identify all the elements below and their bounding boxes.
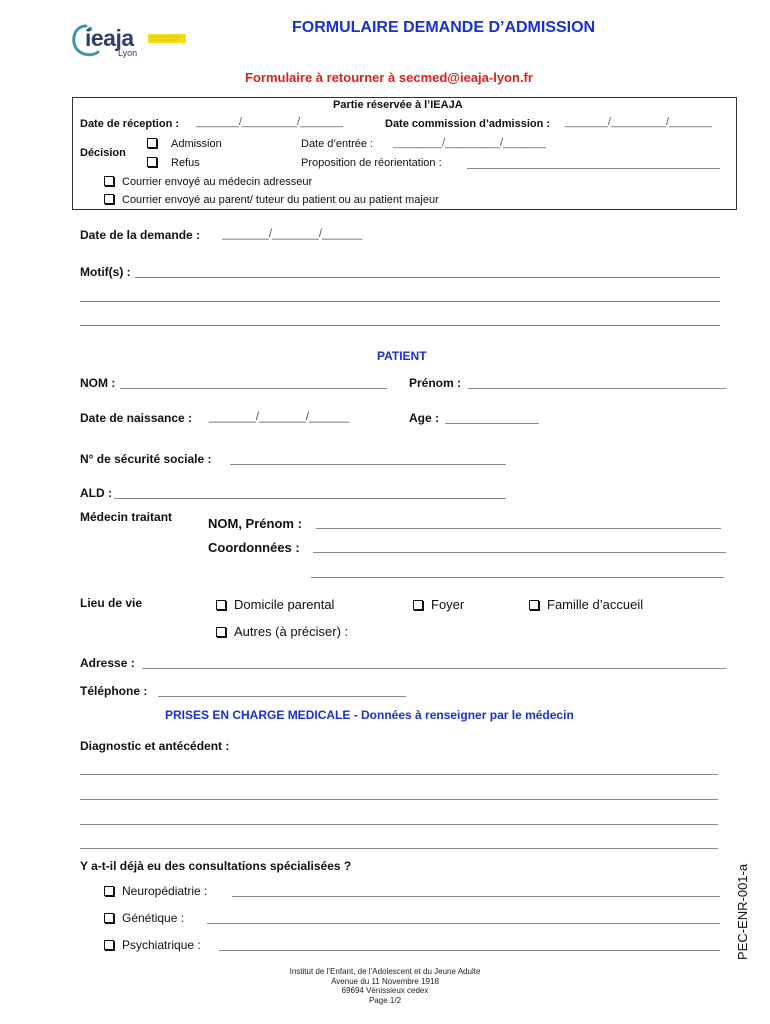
document-code: PEC-ENR-001-a — [735, 863, 750, 960]
foyer-label: Foyer — [431, 597, 465, 612]
diagnostic-label: Diagnostic et antécédent : — [80, 739, 230, 753]
diagnostic-line-3[interactable] — [80, 824, 718, 825]
domicile-label: Domicile parental — [234, 597, 335, 612]
phone-field[interactable] — [158, 696, 406, 697]
birth-date-label: Date de naissance : — [80, 411, 193, 425]
autres-option[interactable] — [216, 624, 348, 639]
age-field[interactable] — [445, 423, 539, 424]
prenom-label: Prénom : — [409, 376, 462, 390]
famille-label: Famille d’accueil — [547, 597, 644, 612]
reorientation-field[interactable] — [467, 168, 720, 169]
genet-field[interactable] — [207, 923, 720, 924]
decision-label: Décision — [80, 147, 126, 159]
diagnostic-line-4[interactable] — [80, 848, 718, 849]
autres-label: Autres (à préciser) : — [234, 624, 349, 639]
ald-label: ALD : — [80, 486, 112, 500]
genet-checkbox[interactable] — [104, 913, 114, 923]
page-title: FORMULAIRE DEMANDE D’ADMISSION — [292, 19, 596, 36]
doctor-contact-field-1[interactable] — [313, 552, 726, 553]
mail-parent-checkbox[interactable] — [104, 194, 114, 204]
entry-date-blank[interactable]: ________/_________/_______ — [393, 137, 546, 149]
genet-option[interactable] — [104, 911, 184, 925]
mail-parent-label: Courrier envoyé au parent/ tuteur du patient ou au patient majeur — [122, 194, 439, 206]
refus-checkbox[interactable] — [147, 157, 157, 167]
neuro-option[interactable] — [104, 884, 207, 898]
footer-page: Page 1/2 — [368, 995, 402, 1005]
motif-line-1[interactable] — [135, 277, 720, 278]
reception-date-label: Date de réception : — [80, 118, 180, 130]
psy-option[interactable] — [104, 938, 201, 952]
reorientation-label: Proposition de réorientation : — [301, 157, 442, 169]
logo-subtext: Lyon — [118, 48, 138, 58]
famille-checkbox[interactable] — [529, 600, 539, 610]
doctor-contact-label: Coordonnées : — [208, 540, 300, 555]
footer-institute: Institut de l’Enfant, de l’Adolescent et du Jeune Adulte — [289, 967, 481, 976]
commission-date-blank[interactable]: _______/_________/_______ — [565, 116, 712, 128]
domicile-checkbox[interactable] — [216, 600, 226, 610]
logo-wordmark: ieaja — [85, 25, 134, 51]
address-label: Adresse : — [80, 656, 135, 670]
psy-field[interactable] — [219, 950, 720, 951]
autres-checkbox[interactable] — [216, 627, 226, 637]
ald-field[interactable] — [114, 498, 506, 499]
lieu-label: Lieu de vie — [80, 596, 143, 610]
domicile-option[interactable] — [216, 597, 334, 612]
birth-date-blank[interactable]: _______/_______/______ — [209, 409, 350, 423]
refus-label: Refus — [171, 157, 200, 169]
admission-option[interactable] — [147, 138, 222, 150]
mail-doctor-checkbox[interactable] — [104, 176, 114, 186]
commission-date-label: Date commission d’admission : — [385, 118, 551, 130]
mail-doctor-option[interactable] — [104, 176, 312, 188]
refus-option[interactable] — [147, 157, 200, 169]
famille-option[interactable] — [529, 597, 643, 612]
phone-label: Téléphone : — [80, 684, 148, 698]
secu-label: N° de sécurité sociale : — [80, 452, 212, 466]
doctor-contact-field-2[interactable] — [311, 577, 724, 578]
address-field[interactable] — [142, 668, 726, 669]
genet-label: Génétique : — [122, 911, 185, 925]
medical-heading: PRISES EN CHARGE MEDICALE - Données à renseigner par le médecin — [165, 708, 574, 722]
patient-heading: PATIENT — [377, 349, 427, 363]
secu-field[interactable] — [230, 464, 506, 465]
neuro-label: Neuropédiatrie : — [122, 884, 208, 898]
neuro-field[interactable] — [232, 896, 720, 897]
doctor-name-field[interactable] — [316, 528, 721, 529]
motif-line-3[interactable] — [80, 325, 720, 326]
request-date-blank[interactable]: _______/_______/______ — [222, 226, 363, 240]
prenom-field[interactable] — [468, 388, 726, 389]
mail-doctor-label: Courrier envoyé au médecin adresseur — [122, 176, 313, 188]
mail-parent-option[interactable] — [104, 194, 439, 206]
reception-date-blank[interactable]: _______/_________/_______ — [196, 116, 343, 128]
neuro-checkbox[interactable] — [104, 886, 114, 896]
doctor-label: Médecin traitant — [80, 510, 173, 524]
admission-checkbox[interactable] — [147, 138, 157, 148]
footer — [0, 967, 770, 1005]
return-note: Formulaire à retourner à secmed@ieaja-lyon.fr — [245, 70, 533, 85]
foyer-checkbox[interactable] — [413, 600, 423, 610]
admission-label: Admission — [171, 138, 222, 150]
doctor-name-label: NOM, Prénom : — [208, 516, 302, 531]
age-label: Age : — [409, 411, 439, 425]
footer-street: Avenue du 11 Novembre 1918 — [331, 976, 439, 986]
request-date-label: Date de la demande : — [80, 228, 201, 242]
footer-city: 69694 Vénissieux cedex — [341, 986, 429, 995]
diagnostic-line-2[interactable] — [80, 799, 718, 800]
consult-question: Y a-t-il déjà eu des consultations spécialisées ? — [80, 859, 352, 873]
reserved-heading: Partie réservée à l’IEAJA — [333, 99, 463, 111]
motif-line-2[interactable] — [80, 301, 720, 302]
entry-date-label: Date d’entrée : — [301, 138, 374, 150]
foyer-option[interactable] — [413, 597, 464, 612]
psy-checkbox[interactable] — [104, 940, 114, 950]
motif-label: Motif(s) : — [80, 265, 131, 279]
nom-field[interactable] — [120, 388, 387, 389]
diagnostic-line-1[interactable] — [80, 774, 718, 775]
ieaja-logo — [66, 18, 196, 60]
psy-label: Psychiatrique : — [122, 938, 201, 952]
nom-label: NOM : — [80, 376, 116, 390]
